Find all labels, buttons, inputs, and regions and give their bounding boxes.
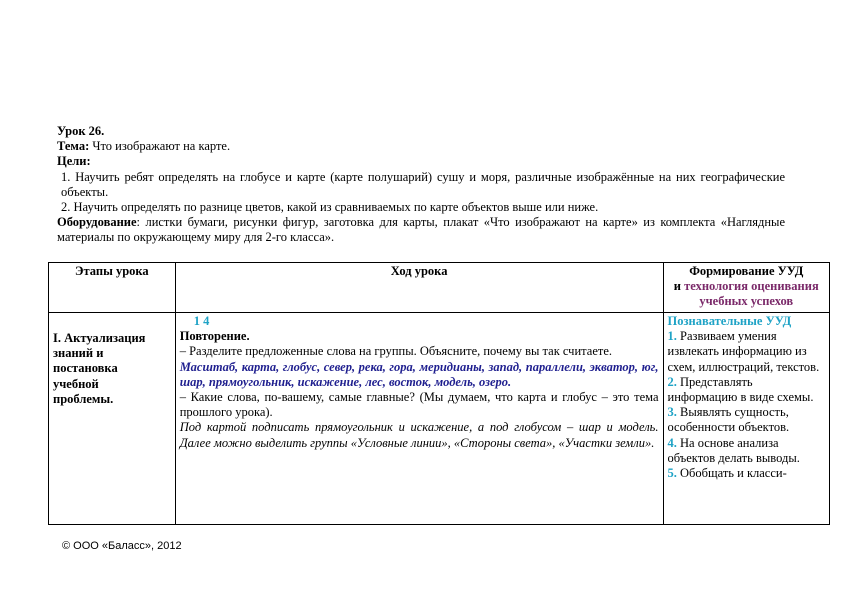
task-text: – Разделите предложенные слова на группы. Объясните, почему вы так считаете.	[179, 344, 613, 359]
goals-label: Цели:	[57, 154, 91, 169]
table-header-row	[49, 263, 830, 313]
uud-item-3: 3. Выявлять сущность, особенности объектов.	[667, 405, 790, 435]
word-list: Масштаб, карта, глобус, север, река, гора, меридианы, запад, параллели, экватор, юг, шар, прямоугольник, искажение, лес, восток, модель, озеро.	[179, 359, 659, 389]
stage-cell: I. Актуализация знаний и постановка учебной проблемы.	[49, 313, 176, 525]
progress-cell	[175, 313, 663, 525]
uud-title: Познавательные УУД	[667, 314, 792, 328]
question-text: – Какие слова, по-вашему, самые главные? (Мы думаем, что карта и глобус – это тема прошлого урока).	[179, 390, 659, 420]
slide-numbers: 1 4	[193, 314, 210, 328]
uud-item-2: 2. Представлять информацию в виде схемы.	[667, 374, 814, 405]
goal-1: 1. Научить ребят определять на глобусе и карте (карте полушарий) сушу и моря, различные изображённые на них географические объекты.	[61, 169, 785, 199]
equipment-line: Оборудование: листки бумаги, рисунки фигур, заготовка для карты, плакат «Что изображают на карте» из комплекта «Наглядные материалы по окружающему миру для 2-го класса».	[57, 215, 785, 245]
lesson-header	[57, 124, 785, 246]
table-row	[49, 313, 830, 525]
col-progress-header: Ход урока	[175, 263, 663, 313]
col-stages-header: Этапы урока	[49, 263, 176, 313]
topic-line: Тема: Что изображают на карте.	[57, 139, 231, 154]
teacher-note: Под картой подписать прямоугольник и искажение, а под глобусом – шар и модель. Далее можно выделить группы «Условные линии», «Стороны света», «Участки земли».	[179, 420, 659, 450]
uud-item-4: 4. На основе анализа объектов делать выводы.	[667, 435, 800, 465]
goal-2: 2. Научить определять по разнице цветов, какой из сравниваемых по карте объектов выше или ниже.	[61, 200, 599, 215]
uud-item-1: 1. Развиваем умения извлекать информацию из схем, иллюстраций, текстов.	[667, 329, 820, 374]
lesson-number: Урок 26.	[57, 124, 105, 138]
uud-item-5: 5. Обобщать и класси-	[667, 466, 787, 481]
repeat-heading: Повторение.	[179, 329, 250, 344]
lesson-table	[48, 262, 830, 525]
uud-cell	[663, 313, 830, 525]
copyright-footer: © ООО «Баласс», 2012	[62, 540, 182, 552]
col-uud-header: Формирование УУД и технология оценивания учебных успехов	[663, 263, 830, 313]
